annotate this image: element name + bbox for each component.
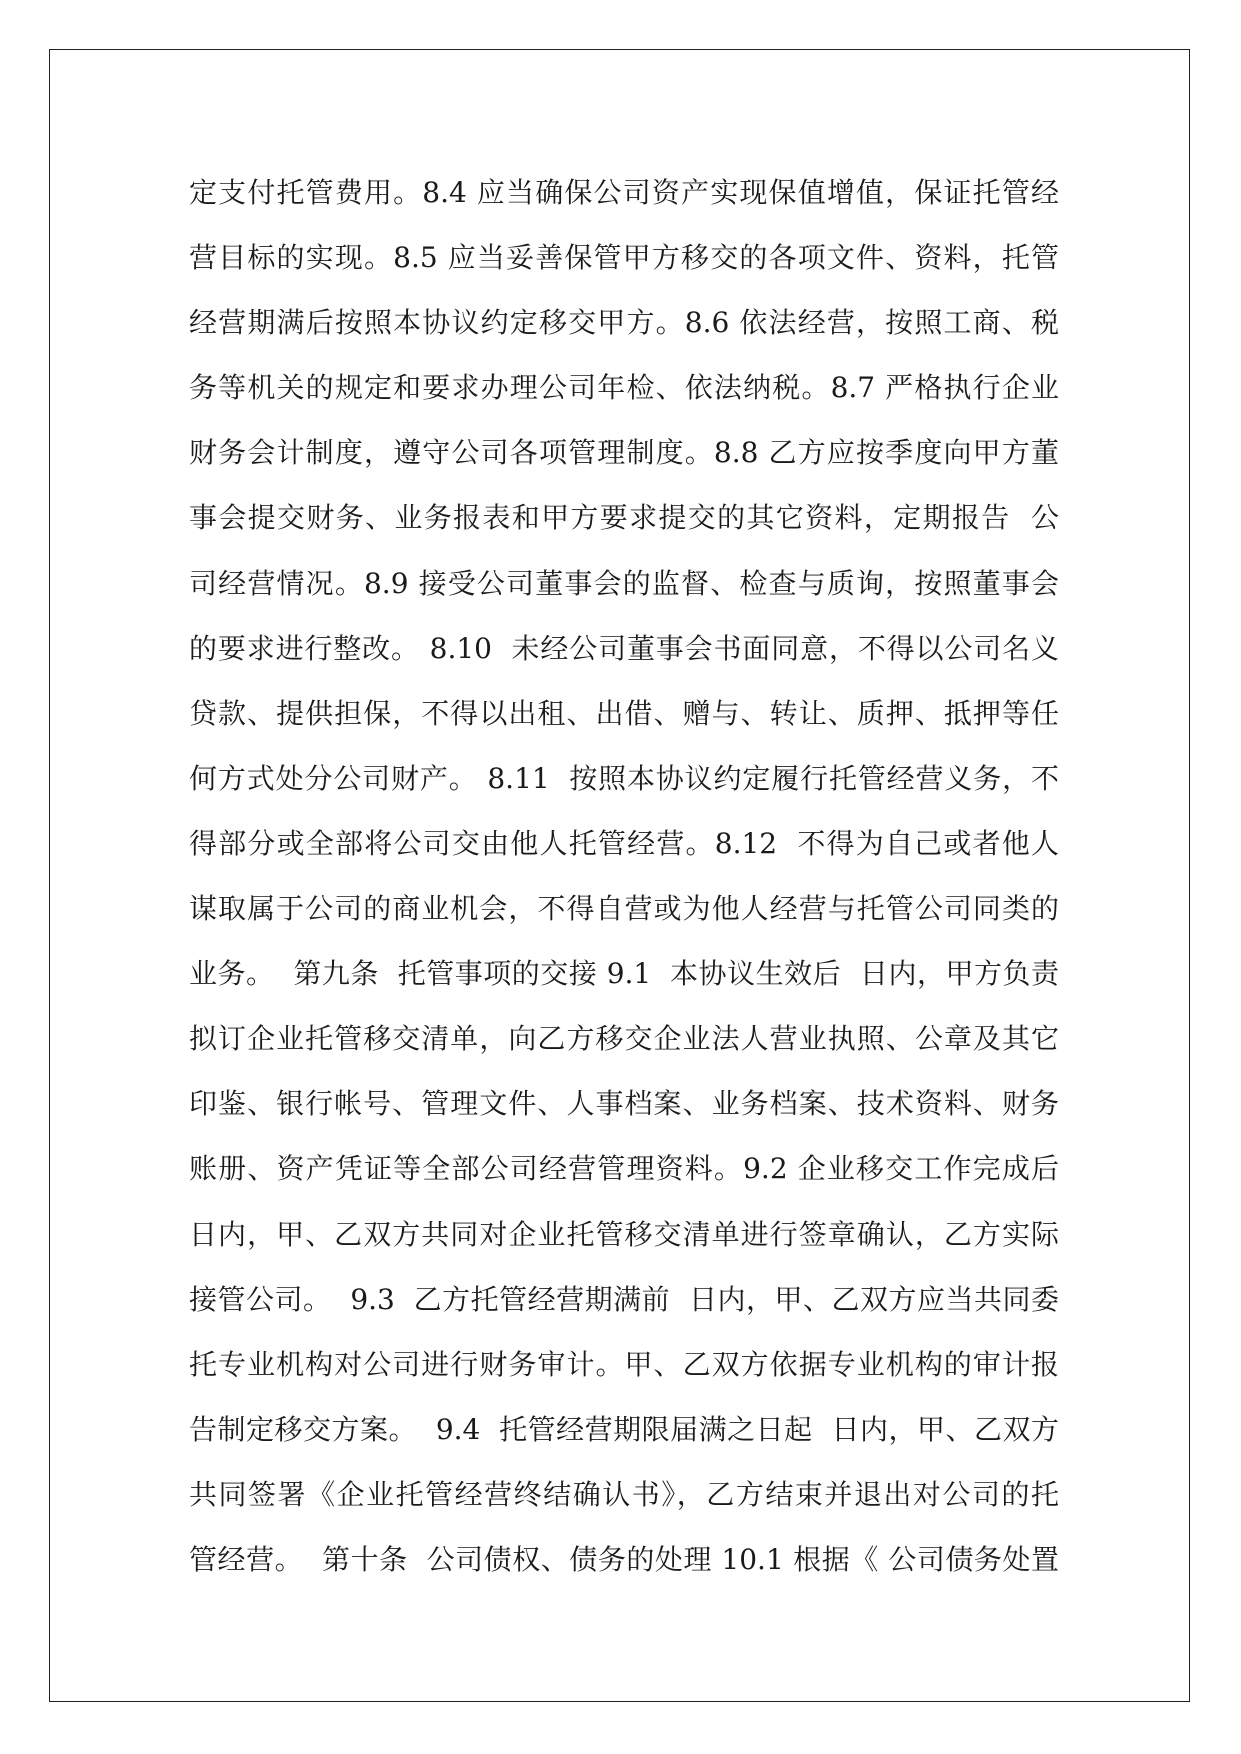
text-line-21: 共同签署《企业托管经营终结确认书》，乙方结束并退出对公司的托	[189, 1477, 1059, 1511]
text-line-15: 印鉴、银行帐号、管理文件、人事档案、业务档案、技术资料、财务	[189, 1087, 1059, 1121]
text-line-14: 拟订企业托管移交清单，向乙方移交企业法人营业执照、公章及其它	[189, 1022, 1059, 1056]
text-line-11: 得部分或全部将公司交由他人托管经营。8.12 不得为自己或者他人	[189, 826, 1059, 860]
text-line-9: 贷款、提供担保，不得以出租、出借、赠与、转让、质押、抵押等任	[189, 696, 1059, 730]
text-line-16: 账册、资产凭证等全部公司经营管理资料。9.2 企业移交工作完成后	[189, 1152, 1059, 1186]
text-line-7: 司经营情况。8.9 接受公司董事会的监督、检查与质询，按照董事会	[189, 566, 1059, 600]
text-line-13: 业务。 第九条 托管事项的交接 9.1 本协议生效后 日内，甲方负责	[189, 957, 1059, 991]
text-line-6: 事会提交财务、业务报表和甲方要求提交的其它资料，定期报告 公	[189, 501, 1059, 535]
text-line-8: 的要求进行整改。 8.10 未经公司董事会书面同意，不得以公司名义	[189, 631, 1059, 665]
text-line-1: 定支付托管费用。8.4 应当确保公司资产实现保值增值，保证托管经	[189, 176, 1059, 209]
text-line-17: 日内，甲、乙双方共同对企业托管移交清单进行签章确认，乙方实际	[189, 1217, 1059, 1251]
text-line-2: 营目标的实现。8.5 应当妥善保管甲方移交的各项文件、资料，托管	[189, 241, 1059, 275]
document-body	[189, 160, 1059, 1592]
text-line-12: 谋取属于公司的商业机会，不得自营或为他人经营与托管公司同类的	[189, 892, 1059, 926]
text-line-4: 务等机关的规定和要求办理公司年检、依法纳税。8.7 严格执行企业	[189, 371, 1059, 405]
text-line-10: 何方式处分公司财产。 8.11 按照本协议约定履行托管经营义务，不	[189, 761, 1059, 795]
text-line-22: 管经营。 第十条 公司债权、债务的处理 10.1 根据《 公司债务处置	[189, 1542, 1059, 1576]
text-line-19: 托专业机构对公司进行财务审计。甲、乙双方依据专业机构的审计报	[189, 1347, 1059, 1381]
text-line-20: 告制定移交方案。 9.4 托管经营期限届满之日起 日内，甲、乙双方	[189, 1412, 1059, 1446]
text-line-18: 接管公司。 9.3 乙方托管经营期满前 日内，甲、乙双方应当共同委	[189, 1282, 1059, 1316]
text-line-5: 财务会计制度，遵守公司各项管理制度。8.8 乙方应按季度向甲方董	[189, 436, 1059, 470]
text-line-3: 经营期满后按照本协议约定移交甲方。8.6 依法经营，按照工商、税	[189, 306, 1059, 340]
